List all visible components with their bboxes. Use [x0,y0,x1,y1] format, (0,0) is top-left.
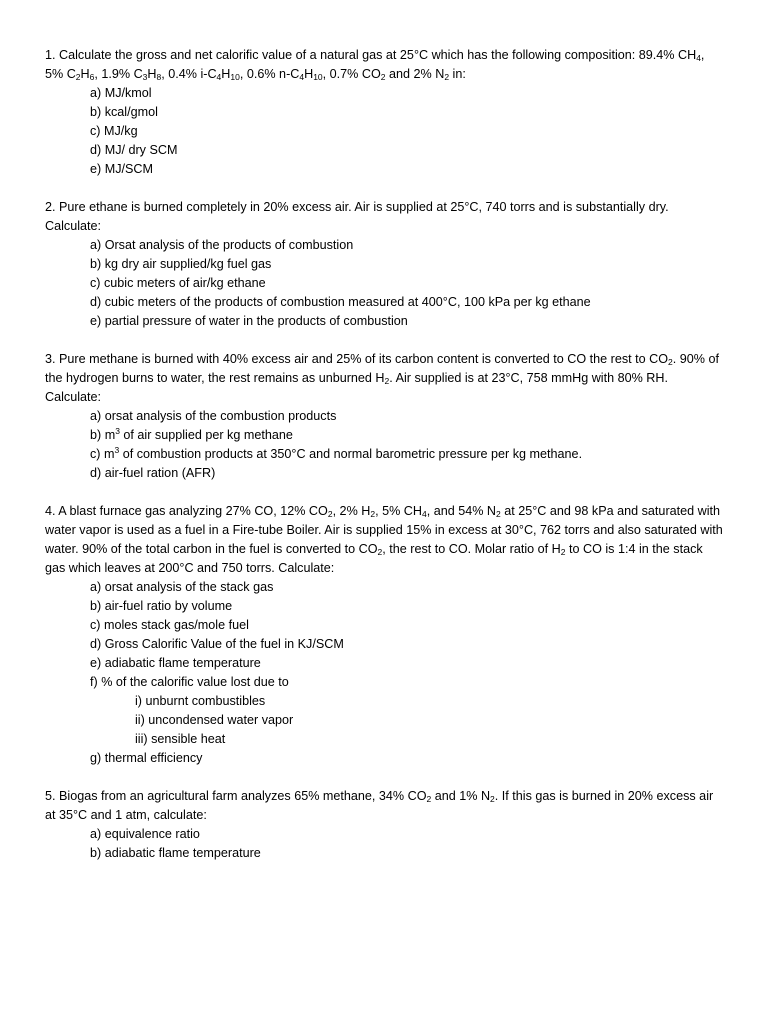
question-item: a) orsat analysis of the combustion products [90,409,337,423]
problem-statement: 5. Biogas from an agricultural farm analyzes 65% methane, 34% $CO_2$ and 1% $N_2$. If this gas is burned in 20% excess air at 35°C and 1 atm, calculate: [45,789,714,822]
problem-statement: 1. Calculate the gross and net calorific value of a natural gas at 25°C which has the following composition: 89.4% $CH_4$, 5% $C_2H_6$, 1.9% $C_3H_8$, 0.4% $i-C_4H_{10}$, 0.6% $n-C_4H_{10}$, 0.7% $CO_2$ and 2% $N_2$ in: [45,48,705,82]
problem-5 [45,787,725,863]
sub-question-item: ii) uncondensed water vapor [135,713,294,727]
question-item: c) cubic meters of air/kg ethane [90,276,266,290]
question-item: d) Gross Calorific Value of the fuel in KJ/SCM [90,637,344,651]
question-list [45,84,725,179]
question-item: c) moles stack gas/mole fuel [90,618,249,632]
question-item: d) air-fuel ration (AFR) [90,466,216,480]
question-item: a) MJ/kmol [90,86,152,100]
problem-3 [45,350,725,483]
question-item: b) kg dry air supplied/kg fuel gas [90,257,272,271]
problem-statement: 4. A blast furnace gas analyzing 27% CO, 12% $CO_2$, 2% $H_2$, 5% $CH_4$, and 54% $N_2$ at 25°C and 98 kPa and saturated with water vapor is used as a fuel in a Fire-tube Boiler. Air is supplied 15% in excess at 30°C, 762 torrs and also saturated with water. 90% of the total carbon in the fuel is converted to $CO_2$, the rest to CO. Molar ratio of $H_2$ to CO is 1:4 in the stack gas which leaves at 200°C and 750 torrs. Calculate: [45,504,723,575]
question-item: c) $m^3$ of combustion products at 350°C and normal barometric pressure per kg methane. [90,445,583,461]
problem-statement: 2. Pure ethane is burned completely in 20% excess air. Air is supplied at 25°C, 740 torrs and is substantially dry. Calculate: [45,200,669,233]
question-item: b) air-fuel ratio by volume [90,599,233,613]
question-item: e) MJ/SCM [90,162,153,176]
problem-1 [45,46,725,179]
question-list [45,407,725,483]
question-item: g) thermal efficiency [90,751,203,765]
problem-2 [45,198,725,331]
question-item: a) orsat analysis of the stack gas [90,580,274,594]
question-list [45,825,725,863]
question-item: b) $m^3$ of air supplied per kg methane [90,426,293,442]
question-item: b) adiabatic flame temperature [90,846,261,860]
sub-question-item: iii) sensible heat [135,732,226,746]
question-item: e) partial pressure of water in the products of combustion [90,314,408,328]
question-list [45,236,725,331]
problem-4 [45,502,725,768]
question-item: a) equivalence ratio [90,827,200,841]
question-item: c) MJ/kg [90,124,138,138]
question-list [45,578,725,768]
question-item: f) % of the calorific value lost due to [90,675,289,689]
problem-statement: 3. Pure methane is burned with 40% excess air and 25% of its carbon content is converted to CO the rest to $CO_2$. 90% of the hydrogen burns to water, the rest remains as unburned $H_2$. Air supplied is at 23°C, 758 mmHg with 80% RH. Calculate: [45,352,719,404]
question-item: e) adiabatic flame temperature [90,656,261,670]
question-item: b) kcal/gmol [90,105,158,119]
document-body [45,46,725,882]
question-item: a) Orsat analysis of the products of combustion [90,238,354,252]
question-item: d) MJ/ dry SCM [90,143,178,157]
sub-question-item: i) unburnt combustibles [135,694,266,708]
question-item: d) cubic meters of the products of combustion measured at 400°C, 100 kPa per kg ethane [90,295,591,309]
